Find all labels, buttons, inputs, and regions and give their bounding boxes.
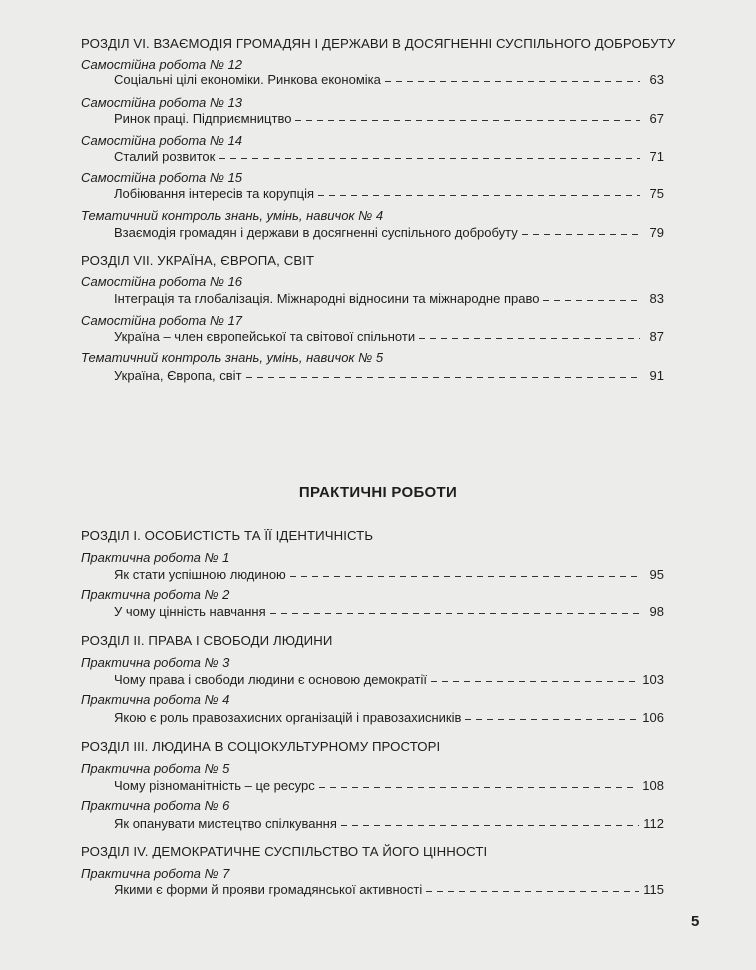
dot-leader <box>543 300 640 301</box>
page-ref: 63 <box>649 72 664 87</box>
entry-title: Україна – член європейської та світової спільноти <box>114 329 416 344</box>
section-title: РОЗДІЛ ІІІ. ЛЮДИНА В СОЦІОКУЛЬТУРНОМУ ПРОСТОРІ <box>81 739 441 754</box>
work-label: Самостійна робота № 16 <box>81 274 243 289</box>
page-ref: 91 <box>649 368 664 383</box>
page-ref: 112 <box>643 816 664 831</box>
page-ref: 98 <box>649 604 664 619</box>
toc-entry[interactable] <box>114 186 664 201</box>
toc-entry[interactable] <box>114 291 664 306</box>
work-label: Самостійна робота № 14 <box>81 133 243 148</box>
work-label: Практична робота № 5 <box>81 761 230 776</box>
section-title: РОЗДІЛ ІІ. ПРАВА І СВОБОДИ ЛЮДИНИ <box>81 633 333 648</box>
toc-entry[interactable] <box>114 604 664 619</box>
page-ref: 87 <box>649 329 664 344</box>
toc-entry[interactable] <box>114 225 664 240</box>
page-ref: 79 <box>649 225 664 240</box>
work-label: Самостійна робота № 15 <box>81 170 243 185</box>
toc-entry[interactable] <box>114 816 664 831</box>
entry-title: Як стати успішною людиною <box>114 567 286 582</box>
toc-entry[interactable] <box>114 672 664 687</box>
page-ref: 106 <box>642 710 664 725</box>
work-label: Практична робота № 3 <box>81 655 230 670</box>
toc-entry[interactable] <box>114 567 664 582</box>
page-ref: 95 <box>649 567 664 582</box>
dot-leader <box>385 81 640 82</box>
dot-leader <box>431 681 638 682</box>
page-ref: 115 <box>643 882 664 897</box>
toc-entry[interactable] <box>114 882 664 897</box>
dot-leader <box>426 891 639 892</box>
entry-title: У чому цінність навчання <box>114 604 266 619</box>
work-label: Тематичний контроль знань, умінь, навичок № 4 <box>81 208 384 223</box>
work-label: Практична робота № 4 <box>81 692 230 707</box>
section-title: РОЗДІЛ IV. ДЕМОКРАТИЧНЕ СУСПІЛЬСТВО ТА ЙОГО ЦІННОСТІ <box>81 844 488 859</box>
work-label: Практична робота № 7 <box>81 866 230 881</box>
toc-entry[interactable] <box>114 111 664 126</box>
toc-entry[interactable] <box>114 72 664 87</box>
entry-title: Ринок праці. Підприємництво <box>114 111 292 126</box>
section-title: РОЗДІЛ І. ОСОБИСТІСТЬ ТА ЇЇ ІДЕНТИЧНІСТЬ <box>81 528 374 543</box>
toc-entry[interactable] <box>114 368 664 383</box>
dot-leader <box>341 825 639 826</box>
section-title: РОЗДІЛ VI. ВЗАЄМОДІЯ ГРОМАДЯН І ДЕРЖАВИ В ДОСЯГНЕННІ СУСПІЛЬНОГО ДОБРОБУТУ <box>81 36 676 51</box>
entry-title: Взаємодія громадян і держави в досягненні суспільного добробуту <box>114 225 518 240</box>
work-label: Практична робота № 1 <box>81 550 230 565</box>
dot-leader <box>270 613 640 614</box>
dot-leader <box>290 576 640 577</box>
entry-title: Чому різноманітність – це ресурс <box>114 778 315 793</box>
dot-leader <box>319 787 639 788</box>
work-label: Самостійна робота № 13 <box>81 95 243 110</box>
page-ref: 67 <box>649 111 664 126</box>
page-ref: 83 <box>649 291 664 306</box>
dot-leader <box>465 719 638 720</box>
entry-title: Сталий розвиток <box>114 149 216 164</box>
entry-title: Якою є роль правозахисних організацій і правозахисників <box>114 710 462 725</box>
entry-title: Як опанувати мистецтво спілкування <box>114 816 337 831</box>
entry-title: Лобіювання інтересів та корупція <box>114 186 315 201</box>
work-label: Практична робота № 6 <box>81 798 230 813</box>
page-number: 5 <box>691 913 700 930</box>
work-label: Самостійна робота № 17 <box>81 313 243 328</box>
work-label: Практична робота № 2 <box>81 587 230 602</box>
toc-entry[interactable] <box>114 149 664 164</box>
entry-title: Інтеграція та глобалізація. Міжнародні відносини та міжнародне право <box>114 291 540 306</box>
page-ref: 103 <box>642 672 664 687</box>
toc-entry[interactable] <box>114 778 664 793</box>
page-ref: 108 <box>642 778 664 793</box>
page-ref: 75 <box>649 186 664 201</box>
dot-leader <box>219 158 640 159</box>
work-label: Тематичний контроль знань, умінь, навичок № 5 <box>81 350 384 365</box>
work-label: Самостійна робота № 12 <box>81 57 243 72</box>
dot-leader <box>295 120 640 121</box>
dot-leader <box>522 234 640 235</box>
page-ref: 71 <box>649 149 664 164</box>
dot-leader <box>246 377 640 378</box>
toc-entry[interactable] <box>114 329 664 344</box>
entry-title: Україна, Європа, світ <box>114 368 242 383</box>
entry-title: Чому права і свободи людини є основою демократії <box>114 672 428 687</box>
dot-leader <box>318 195 640 196</box>
toc-entry[interactable] <box>114 710 664 725</box>
entry-title: Соціальні цілі економіки. Ринкова економіка <box>114 72 381 87</box>
practical-works-heading: ПРАКТИЧНІ РОБОТИ <box>298 484 458 501</box>
entry-title: Якими є форми й прояви громадянської активності <box>114 882 423 897</box>
dot-leader <box>419 338 640 339</box>
section-title: РОЗДІЛ VII. УКРАЇНА, ЄВРОПА, СВІТ <box>81 253 315 268</box>
